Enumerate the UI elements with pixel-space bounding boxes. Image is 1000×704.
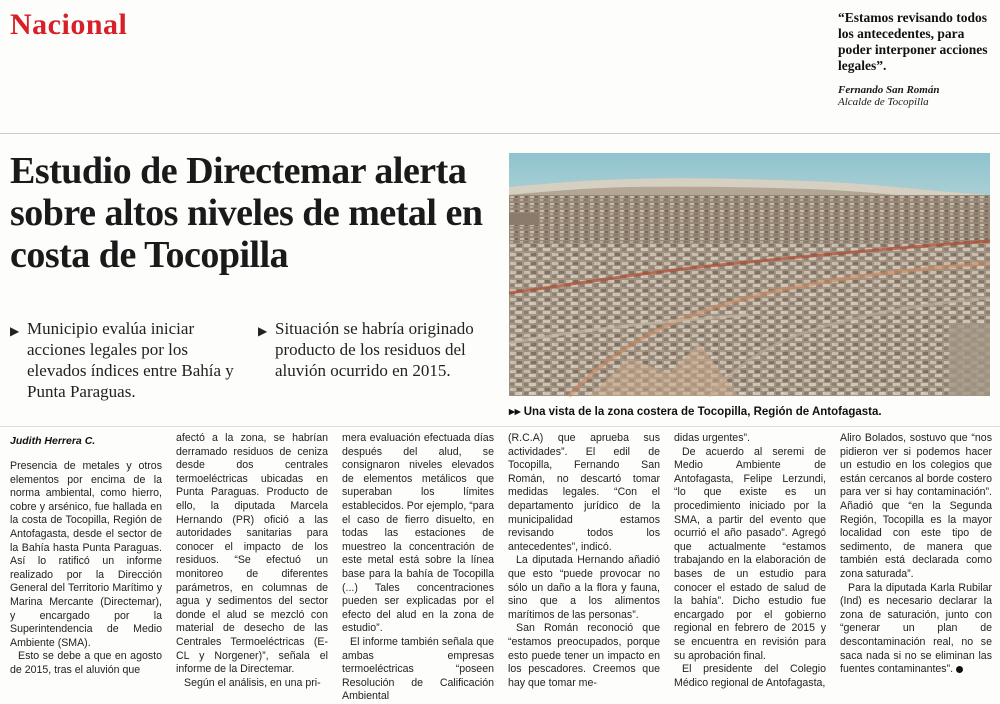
paragraph: El presidente del Colegio Médico regional de Antofagasta,	[674, 663, 826, 689]
body-column-4	[508, 432, 660, 694]
body-column-3	[342, 432, 494, 703]
paragraph: mera evaluación efectuada días después del alud, se consignaron niveles elevados de elementos metálicos que superaban los límites establecidos. Por ejemplo, “para el caso de fierro disuelto, en todas las estaciones de muestreo la concentración de este metal está sobre la línea base para la bahía de Tocopilla (...) Tales concentraciones pueden ser explicadas por el efecto del alud en la zona de estudio”.	[342, 432, 494, 635]
photo-caption: ▸▸ Una vista de la zona costera de Tocopilla, Región de Antofagasta.	[509, 406, 882, 418]
headline: Estudio de Directemar alerta sobre altos niveles de metal en costa de Tocopilla	[10, 150, 483, 276]
byline: Judith Herrera C.	[10, 435, 96, 447]
divider	[0, 426, 1000, 427]
pull-quote	[838, 10, 988, 108]
pull-quote-text: “Estamos revisando todos los antecedentes, para poder interponer acciones legales”.	[838, 10, 988, 73]
coastal-town-image	[509, 153, 990, 396]
paragraph: Según el análisis, en una pri-	[184, 676, 321, 689]
subhead-2: ▶ Situación se habría originado producto de los residuos del aluvión ocurrido en 2015.	[258, 319, 474, 380]
paragraph: Aliro Bolados, sostuvo que “nos pidieron ver si podemos hacer un estudio en los colegios que están cercanos al borde costero para ver si hay contaminación”. Añadió que “en la Segunda Región, Tocopilla es la mayor localidad con este tipo de sedimento, de manera que también está declarada como zona saturada”.	[840, 432, 992, 580]
paragraph: San Román reconoció que “estamos preocupados, porque esto puede tener un impacto en los pescadores. Creemos que hay que tomar me-	[508, 622, 660, 689]
paragraph-text: Para la diputada Karla Rubilar (Ind) es necesario declarar la zona de saturación, junto con “generar un plan de descontaminación real, no se saca nada si no se eliminan las fuentes contaminantes”.	[840, 581, 992, 676]
paragraph: (R.C.A) que aprueba sus actividades”. El edil de Tocopilla, Fernando San Román, no descartó tomar medidas legales. “Con el departamento jurídico de la municipalidad estamos revisando todos los antecedentes”, indicó.	[508, 432, 660, 553]
paragraph: El informe también señala que ambas empresas termoeléctricas “poseen Resolución de Calificación Ambiental	[342, 635, 494, 703]
paragraph: didas urgentes”.	[674, 432, 750, 444]
paragraph: afectó a la zona, se habrían derramado residuos de ceniza desde dos centrales termoeléctricas ubicadas en Punta Paraguas. Producto de ello, la diputada Marcela Hernando (PR) ofició a las autoridades sanitarias para conocer el impacto de los residuos. “Se efectuó un monitoreo de diferentes parámetros, en columnas de agua y sedimentos del sector donde el alud se mezcló con material de desecho de las Centrales Termoeléctricas (E-CL y Norgener)”, señala el informe de la Directemar.	[176, 432, 328, 676]
aerial-photo	[509, 153, 990, 396]
paragraph: Esto se debe a que en agosto de 2015, tras el aluvión que	[10, 650, 162, 676]
triangle-bullet-icon: ▶	[258, 324, 268, 338]
triangle-bullet-icon: ▶	[10, 324, 20, 338]
pull-quote-author: Fernando San Román	[838, 84, 940, 96]
subhead-1: ▶ Municipio evalúa iniciar acciones legales por los elevados índices entre Bahía y Punta Paraguas.	[10, 319, 234, 401]
section-label: Nacional	[10, 8, 128, 41]
body-column-1	[10, 460, 162, 694]
divider	[0, 133, 1000, 134]
paragraph: Presencia de metales y otros elementos por encima de la norma ambiental, como hierro, cobre y arsénico, fue hallada en la costa de Tocopilla, Región de Antofagasta, desde el sector de la Bahía hasta Punta Paraguas. Así lo ratificó un informe realizado por la Dirección General del Territorio Marítimo y Marina Mercante (Directemar), y encargado por la Superintendencia de Medio Ambiente (SMA).	[10, 460, 162, 649]
paragraph: La diputada Hernando añadió que esto “puede provocar no sólo un daño a la flora y fauna, sino que a los alimentos marítimos de las personas”.	[508, 554, 660, 621]
paragraph	[840, 582, 992, 677]
end-of-article-icon	[956, 666, 963, 673]
body-column-6	[840, 432, 992, 694]
paragraph: De acuerdo al seremi de Medio Ambiente de Antofagasta, Felipe Lerzundi, “lo que existe es un procedimiento iniciado por la SMA, a partir del evento que ocurrió el año pasado”. Agregó que actualmente “estamos trabajando en la elaboración de bases de un estudio para conocer el estado de salud de la bahía”. Dicho estudio fue encargado por el gobierno regional en febrero de 2015 y se encuentra en revisión para su aprobación final.	[674, 445, 826, 662]
body-column-2	[176, 432, 328, 694]
pull-quote-role: Alcalde de Tocopilla	[838, 96, 929, 108]
body-column-5	[674, 432, 826, 694]
